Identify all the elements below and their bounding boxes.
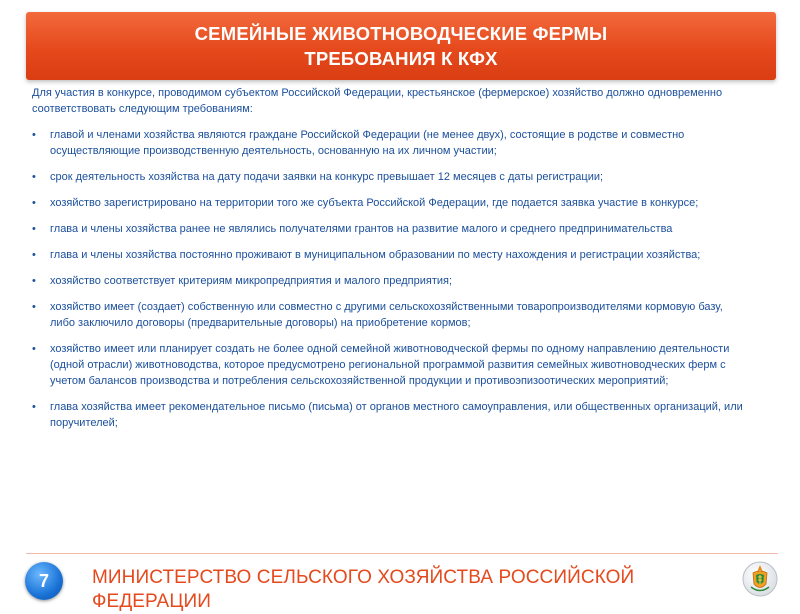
ministry-emblem-icon bbox=[742, 560, 778, 598]
requirement-text: глава хозяйства имеет рекомендательное письмо (письма) от органов местного самоуправления, или общественных организаций, или поручителей; bbox=[50, 401, 743, 429]
requirements-list bbox=[32, 127, 748, 431]
list-item bbox=[32, 273, 748, 289]
bullet-icon: • bbox=[32, 129, 36, 141]
requirement-text: главой и членами хозяйства являются граждане Российской Федерации (не менее двух), состоящие в родстве и совместно осуществляющие производственную деятельность, основанную на их личном участии; bbox=[50, 129, 685, 157]
list-item bbox=[32, 221, 748, 237]
slide-subtitle: ТРЕБОВАНИЯ К КФХ bbox=[304, 48, 498, 69]
bullet-icon: • bbox=[32, 401, 36, 413]
page-number: 7 bbox=[38, 570, 49, 591]
slide-title: СЕМЕЙНЫЕ ЖИВОТНОВОДЧЕСКИЕ ФЕРМЫ bbox=[194, 23, 608, 44]
requirement-text: срок деятельность хозяйства на дату подачи заявки на конкурс превышает 12 месяцев с даты регистрации; bbox=[50, 171, 604, 183]
slide-content bbox=[32, 85, 748, 441]
bullet-icon: • bbox=[32, 343, 36, 355]
title-banner bbox=[26, 12, 776, 80]
bullet-icon: • bbox=[32, 301, 36, 313]
requirement-text: хозяйство зарегистрировано на территории того же субъекта Российской Федерации, где подается заявка участие в конкурсе; bbox=[50, 197, 699, 209]
list-item bbox=[32, 341, 748, 389]
requirement-text: хозяйство имеет или планирует создать не более одной семейной животноводческой фермы по одному направлению деятельности (одной отрасли) животноводства, которое предусмотрено региональной программой развития семейных животноводческих ферм с учетом балансов производства и потребления сельскохозяйственной продукции и противоэпизоотических мероприятий; bbox=[50, 343, 730, 387]
requirement-text: глава и члены хозяйства ранее не являлись получателями грантов на развитие малого и среднего предпринимательства bbox=[50, 223, 673, 235]
footer-divider bbox=[26, 553, 778, 554]
page-number-badge bbox=[25, 562, 63, 600]
bullet-icon: • bbox=[32, 171, 36, 183]
bullet-icon: • bbox=[32, 275, 36, 287]
bullet-icon: • bbox=[32, 249, 36, 261]
requirement-text: хозяйство соответствует критериям микропредприятия и малого предприятия; bbox=[50, 275, 453, 287]
requirement-text: хозяйство имеет (создает) собственную или совместно с другими сельскохозяйственными товаропроизводителями кормовую базу, либо заключило договоры (предварительные договоры) на приобретение кормов; bbox=[50, 301, 723, 329]
list-item bbox=[32, 247, 748, 263]
list-item bbox=[32, 127, 748, 159]
requirement-text: глава и члены хозяйства постоянно проживают в муниципальном образовании по месту нахождения и регистрации хозяйства; bbox=[50, 249, 701, 261]
intro-text: Для участия в конкурсе, проводимом субъектом Российской Федерации, крестьянское (фермерское) хозяйство должно одновременно соответствовать следующим требованиям: bbox=[32, 87, 723, 115]
list-item bbox=[32, 399, 748, 431]
list-item bbox=[32, 195, 748, 211]
list-item bbox=[32, 299, 748, 331]
ministry-name: МИНИСТЕРСТВО СЕЛЬСКОГО ХОЗЯЙСТВА РОССИЙСКОЙ ФЕДЕРАЦИИ bbox=[92, 567, 635, 612]
bullet-icon: • bbox=[32, 223, 36, 235]
bullet-icon: • bbox=[32, 197, 36, 209]
list-item bbox=[32, 169, 748, 185]
